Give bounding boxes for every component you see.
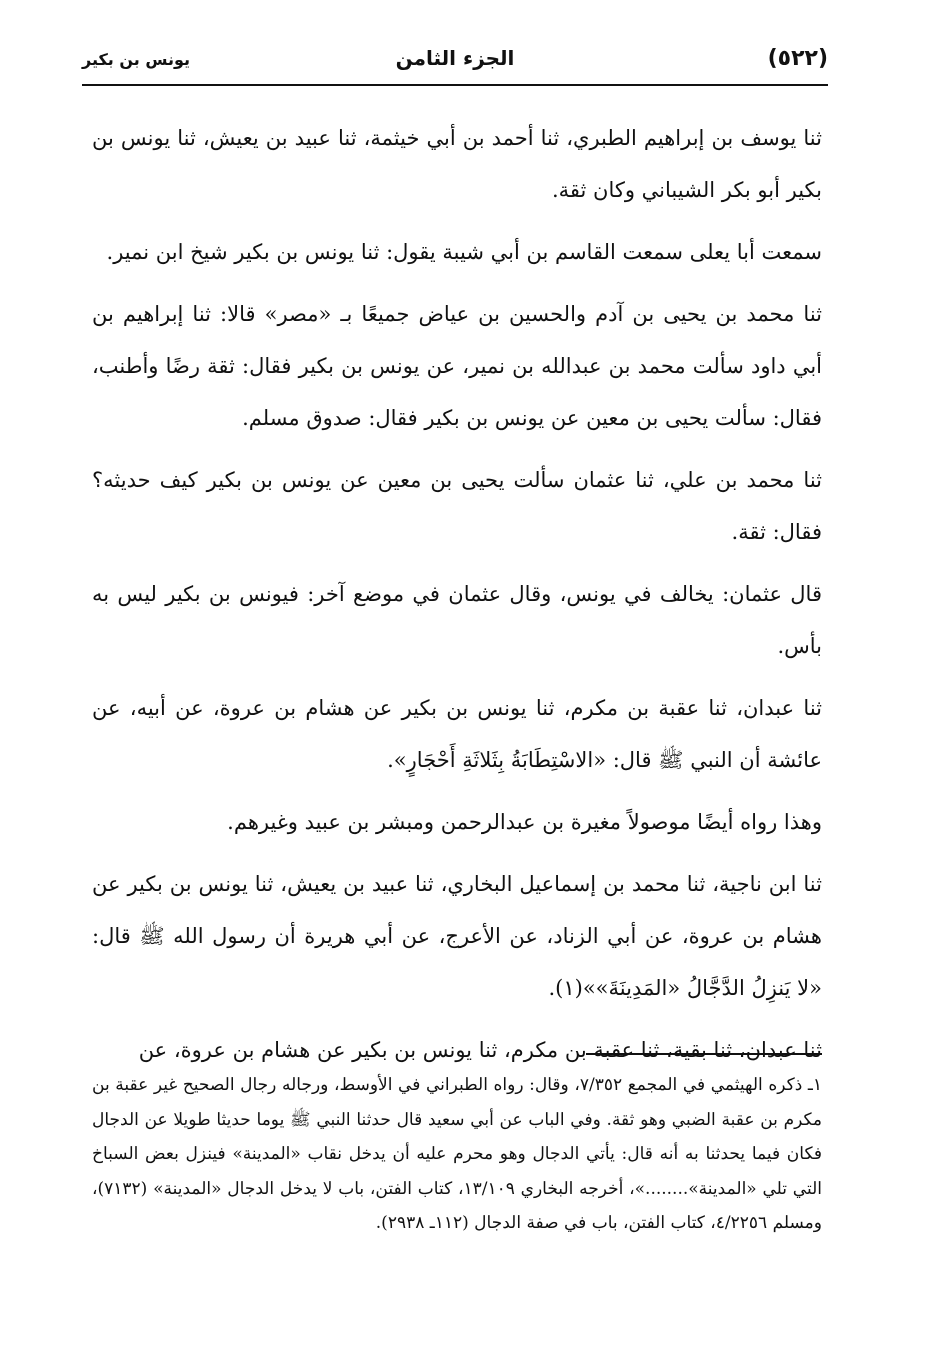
footnote: ١ـ ذكره الهيثمي في المجمع ٧/٣٥٢، وقال: رواه الطبراني في الأوسط، ورجاله رجال الصحيح غير عقبة بن مكرم بن عقبة الضبي وهو ثقة. وفي الباب عن أبي سعيد قال حدثنا النبي ﷺ يوما حديثا طويلا عن الدجال فكان فيما يحدثنا به أنه قال: يأتي الدجال وهو محرم عليه أن يدخل نقاب «المدينة» فينزل بعض السباخ التي تلي «المدينة»........»، أخرجه البخاري ١٣/١٠٩، كتاب الفتن، باب لا يدخل الدجال «المدينة» (٧١٣٢)، ومسلم ٤/٢٢٥٦، كتاب الفتن، باب في صفة الدجال (١١٢ـ ٢٩٣٨).: [92, 1075, 823, 1233]
paragraph: ثنا عبدان، ثنا بقية، ثنا عقبة بن مكرم، ثنا يونس بن بكير عن هشام بن عروة، عن: [138, 1038, 822, 1062]
header-divider: [82, 84, 828, 86]
footnotes: [92, 1068, 822, 1241]
paragraph: ثنا محمد بن يحيى بن آدم والحسين بن عياض جميعًا بـ «مصر» قالا: ثنا إبراهيم بن أبي داود سألت محمد بن عبدالله بن نمير، عن يونس بن بكير فقال: ثقة رضًا وأطنب، فقال: سألت يحيى بن معين عن يونس بن بكير فقال: صدوق مسلم.: [92, 302, 822, 430]
running-header: [82, 42, 828, 82]
volume-title: الجزء الثامن: [395, 46, 515, 70]
paragraph: ثنا ابن ناجية، ثنا محمد بن إسماعيل البخاري، ثنا عبيد بن يعيش، ثنا يونس بن بكير عن هشام بن عروة، عن أبي الزناد، عن الأعرج، عن أبي هريرة أن رسول الله ﷺ قال: «لا يَنزِلُ الدَّجَّالُ «المَدِينَةَ»»(١).: [92, 872, 822, 1000]
main-text: [92, 112, 822, 1086]
paragraph: ثنا عبدان، ثنا عقبة بن مكرم، ثنا يونس بن بكير عن هشام بن عروة، عن أبيه، عن عائشة أن النبي ﷺ قال: «الاسْتِطَابَةُ بِثَلاثَةِ أَحْجَارٍ».: [92, 696, 822, 772]
paragraph: وهذا رواه أيضًا موصولاً مغيرة بن عبدالرحمن ومبشر بن عبيد وغيرهم.: [227, 810, 822, 834]
paragraph: ثنا يوسف بن إبراهيم الطبري، ثنا أحمد بن أبي خيثمة، ثنا عبيد بن يعيش، ثنا يونس بن بكير أبو بكر الشيباني وكان ثقة.: [92, 126, 822, 202]
footnote-divider: [586, 1053, 822, 1055]
section-subject: يونس بن بكير: [82, 50, 191, 69]
paragraph: سمعت أبا يعلى سمعت القاسم بن أبي شيبة يقول: ثنا يونس بن بكير شيخ ابن نمير.: [106, 240, 822, 264]
paragraph: قال عثمان: يخالف في يونس، وقال عثمان في موضع آخر: فيونس بن بكير ليس به بأس.: [92, 582, 822, 658]
paragraph: ثنا محمد بن علي، ثنا عثمان سألت يحيى بن معين عن يونس بن بكير كيف حديثه؟ فقال: ثقة.: [92, 468, 822, 544]
page-number: (٥٢٢): [767, 46, 828, 71]
